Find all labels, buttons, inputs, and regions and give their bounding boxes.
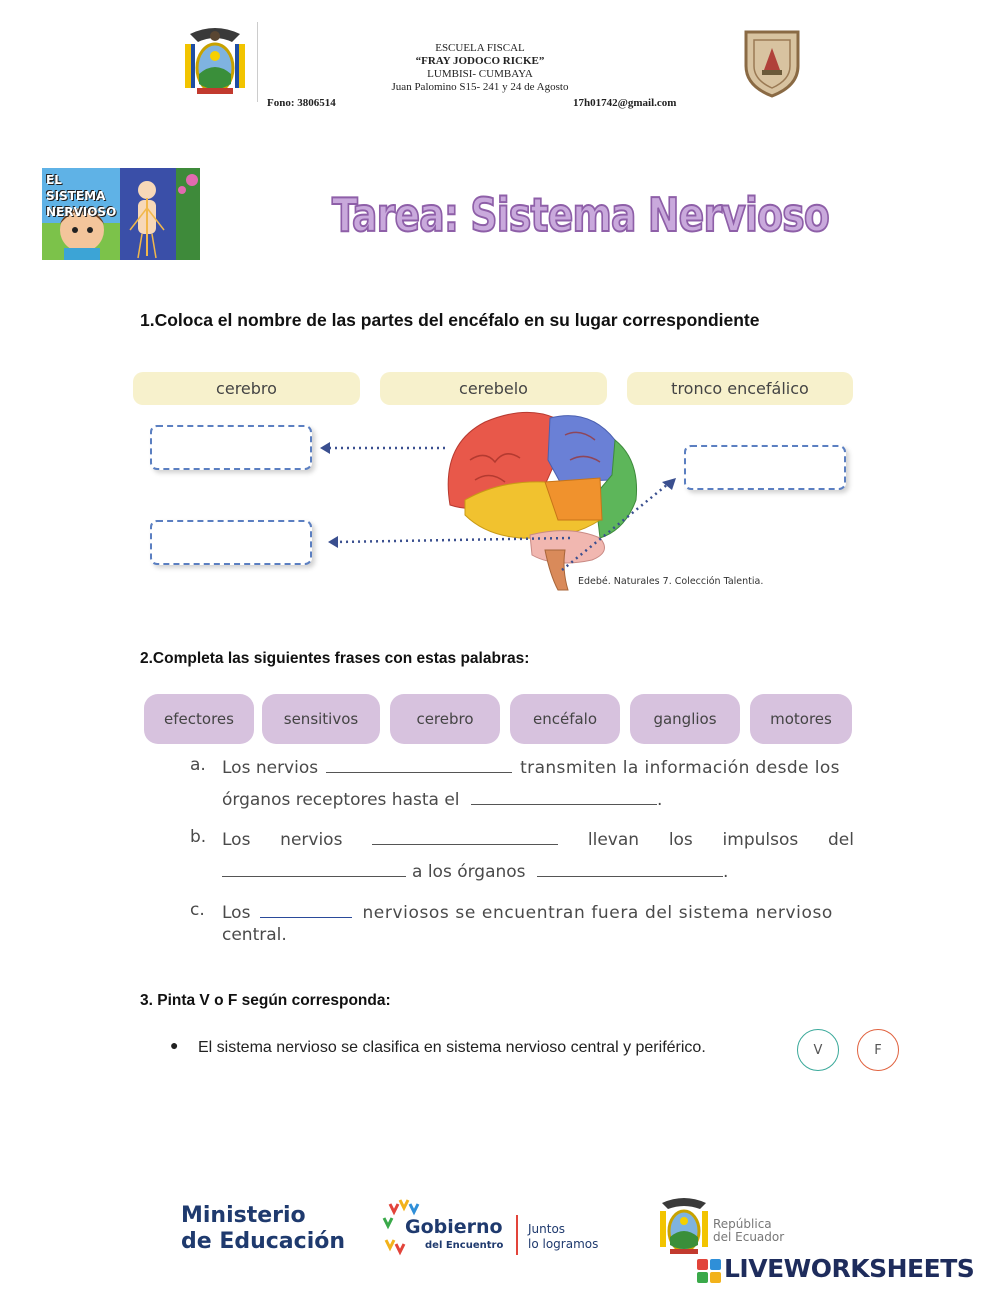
slogan — [528, 1222, 598, 1252]
ecuador-coat-of-arms-icon — [180, 24, 250, 98]
topic-banner-image — [42, 168, 200, 260]
sentence-a-text-1: Los nervios — [222, 758, 319, 778]
sentence-b-word-1: Los — [222, 830, 251, 850]
gobierno-name: Gobierno — [405, 1216, 503, 1238]
question-3-heading: 3. Pinta V o F según corresponda: — [140, 992, 391, 1009]
liveworksheets-watermark: LIVEWORKSHEETS — [724, 1254, 975, 1283]
brain-illustration — [448, 412, 636, 590]
liveworksheets-logo-icon — [697, 1259, 721, 1283]
sentence-b-blank-3[interactable] — [537, 859, 723, 877]
sentence-b-line-2 — [222, 859, 728, 882]
sentence-b-word-6: del — [827, 830, 854, 850]
word-pill-efectores: efectores — [144, 694, 254, 744]
sentence-c-blank-1[interactable] — [260, 900, 352, 918]
slogan-line-2: lo logramos — [528, 1237, 599, 1251]
sentence-a-line-1 — [222, 755, 854, 778]
republic-line-1: República — [713, 1217, 772, 1231]
word-chip-cerebro: cerebro — [133, 372, 360, 405]
word-chip-cerebelo: cerebelo — [380, 372, 607, 405]
sentence-b-blank-1[interactable] — [372, 827, 558, 845]
true-option-button[interactable]: V — [797, 1029, 839, 1071]
word-pill-encefalo: encéfalo — [510, 694, 620, 744]
question-1-heading: 1.Coloca el nombre de las partes del encéfalo en su lugar correspondiente — [140, 310, 760, 330]
answer-box-3[interactable] — [684, 445, 846, 490]
brain-diagram — [300, 400, 860, 600]
word-pill-cerebro: cerebro — [390, 694, 500, 744]
sentence-c-line-2: central. — [222, 925, 287, 945]
sentence-a-marker: a. — [190, 755, 206, 775]
sentence-b-marker: b. — [190, 827, 207, 847]
republic-text — [713, 1218, 784, 1244]
school-location: LUMBISI- CUMBAYA — [427, 68, 533, 80]
ecuador-coat-of-arms-footer-icon — [656, 1195, 712, 1257]
sentence-a-line-2 — [222, 787, 662, 810]
word-pill-sensitivos: sensitivos — [262, 694, 380, 744]
footer-divider — [516, 1215, 518, 1255]
sentence-a-text-3: órganos receptores hasta el — [222, 790, 460, 810]
sentence-c-marker: c. — [190, 900, 205, 920]
sentence-b-word-3: llevan — [587, 830, 640, 850]
answer-box-1[interactable] — [150, 425, 312, 470]
banner-title: EL SISTEMA NERVIOSO — [46, 173, 117, 219]
ministry-logo-text — [181, 1203, 345, 1255]
question-2-heading: 2.Completa las siguientes frases con estas palabras: — [140, 650, 530, 667]
word-chip-tronco-encefalico: tronco encefálico — [627, 372, 853, 405]
school-name: “FRAY JODOCO RICKE” — [415, 55, 545, 67]
school-info — [300, 42, 660, 94]
slogan-line-1: Juntos — [528, 1222, 566, 1236]
school-email: 17h01742@gmail.com — [573, 97, 677, 109]
sentence-b-blank-2[interactable] — [222, 859, 406, 877]
sentence-a-period: . — [656, 790, 663, 810]
sentence-b-line-1 — [222, 827, 854, 850]
sentence-a-blank-2[interactable] — [471, 787, 657, 805]
header-divider — [257, 22, 258, 102]
school-type: ESCUELA FISCAL — [435, 42, 525, 54]
image-credit: Edebé. Naturales 7. Colección Talentia. — [578, 576, 764, 587]
sentence-b-period: . — [722, 862, 729, 882]
sentence-b-text-mid: a los órganos — [412, 862, 526, 882]
sentence-b-word-2: nervios — [280, 830, 343, 850]
answer-box-2[interactable] — [150, 520, 312, 565]
gobierno-sub: del Encuentro — [425, 1240, 504, 1251]
school-address: Juan Palomino S15- 241 y 24 de Agosto — [391, 81, 569, 93]
sentence-a-text-2: transmiten la información desde los — [520, 758, 840, 778]
ministry-line-1: Ministerio — [181, 1203, 306, 1228]
school-phone: Fono: 3806514 — [267, 97, 336, 109]
bullet-icon: ● — [170, 1037, 179, 1053]
school-badge-icon — [740, 26, 804, 98]
sentence-a-blank-1[interactable] — [326, 755, 512, 773]
republic-line-2: del Ecuador — [713, 1230, 785, 1244]
true-false-statement: El sistema nervioso se clasifica en sistema nervioso central y periférico. — [198, 1039, 706, 1056]
false-option-button[interactable]: F — [857, 1029, 899, 1071]
sentence-b-word-5: impulsos — [722, 830, 799, 850]
sentence-b-word-4: los — [668, 830, 693, 850]
sentence-a-text-2-wrap — [520, 758, 854, 778]
word-pill-motores: motores — [750, 694, 852, 744]
sentence-c-text-2: nerviosos se encuentran fuera del sistema nervioso — [362, 903, 833, 923]
word-pill-ganglios: ganglios — [630, 694, 740, 744]
ministry-line-2: de Educación — [181, 1229, 346, 1254]
sentence-c-text-1: Los — [222, 903, 251, 923]
sentence-c-line-1 — [222, 900, 854, 923]
page-title: Tarea: Sistema Nervioso — [332, 188, 829, 242]
